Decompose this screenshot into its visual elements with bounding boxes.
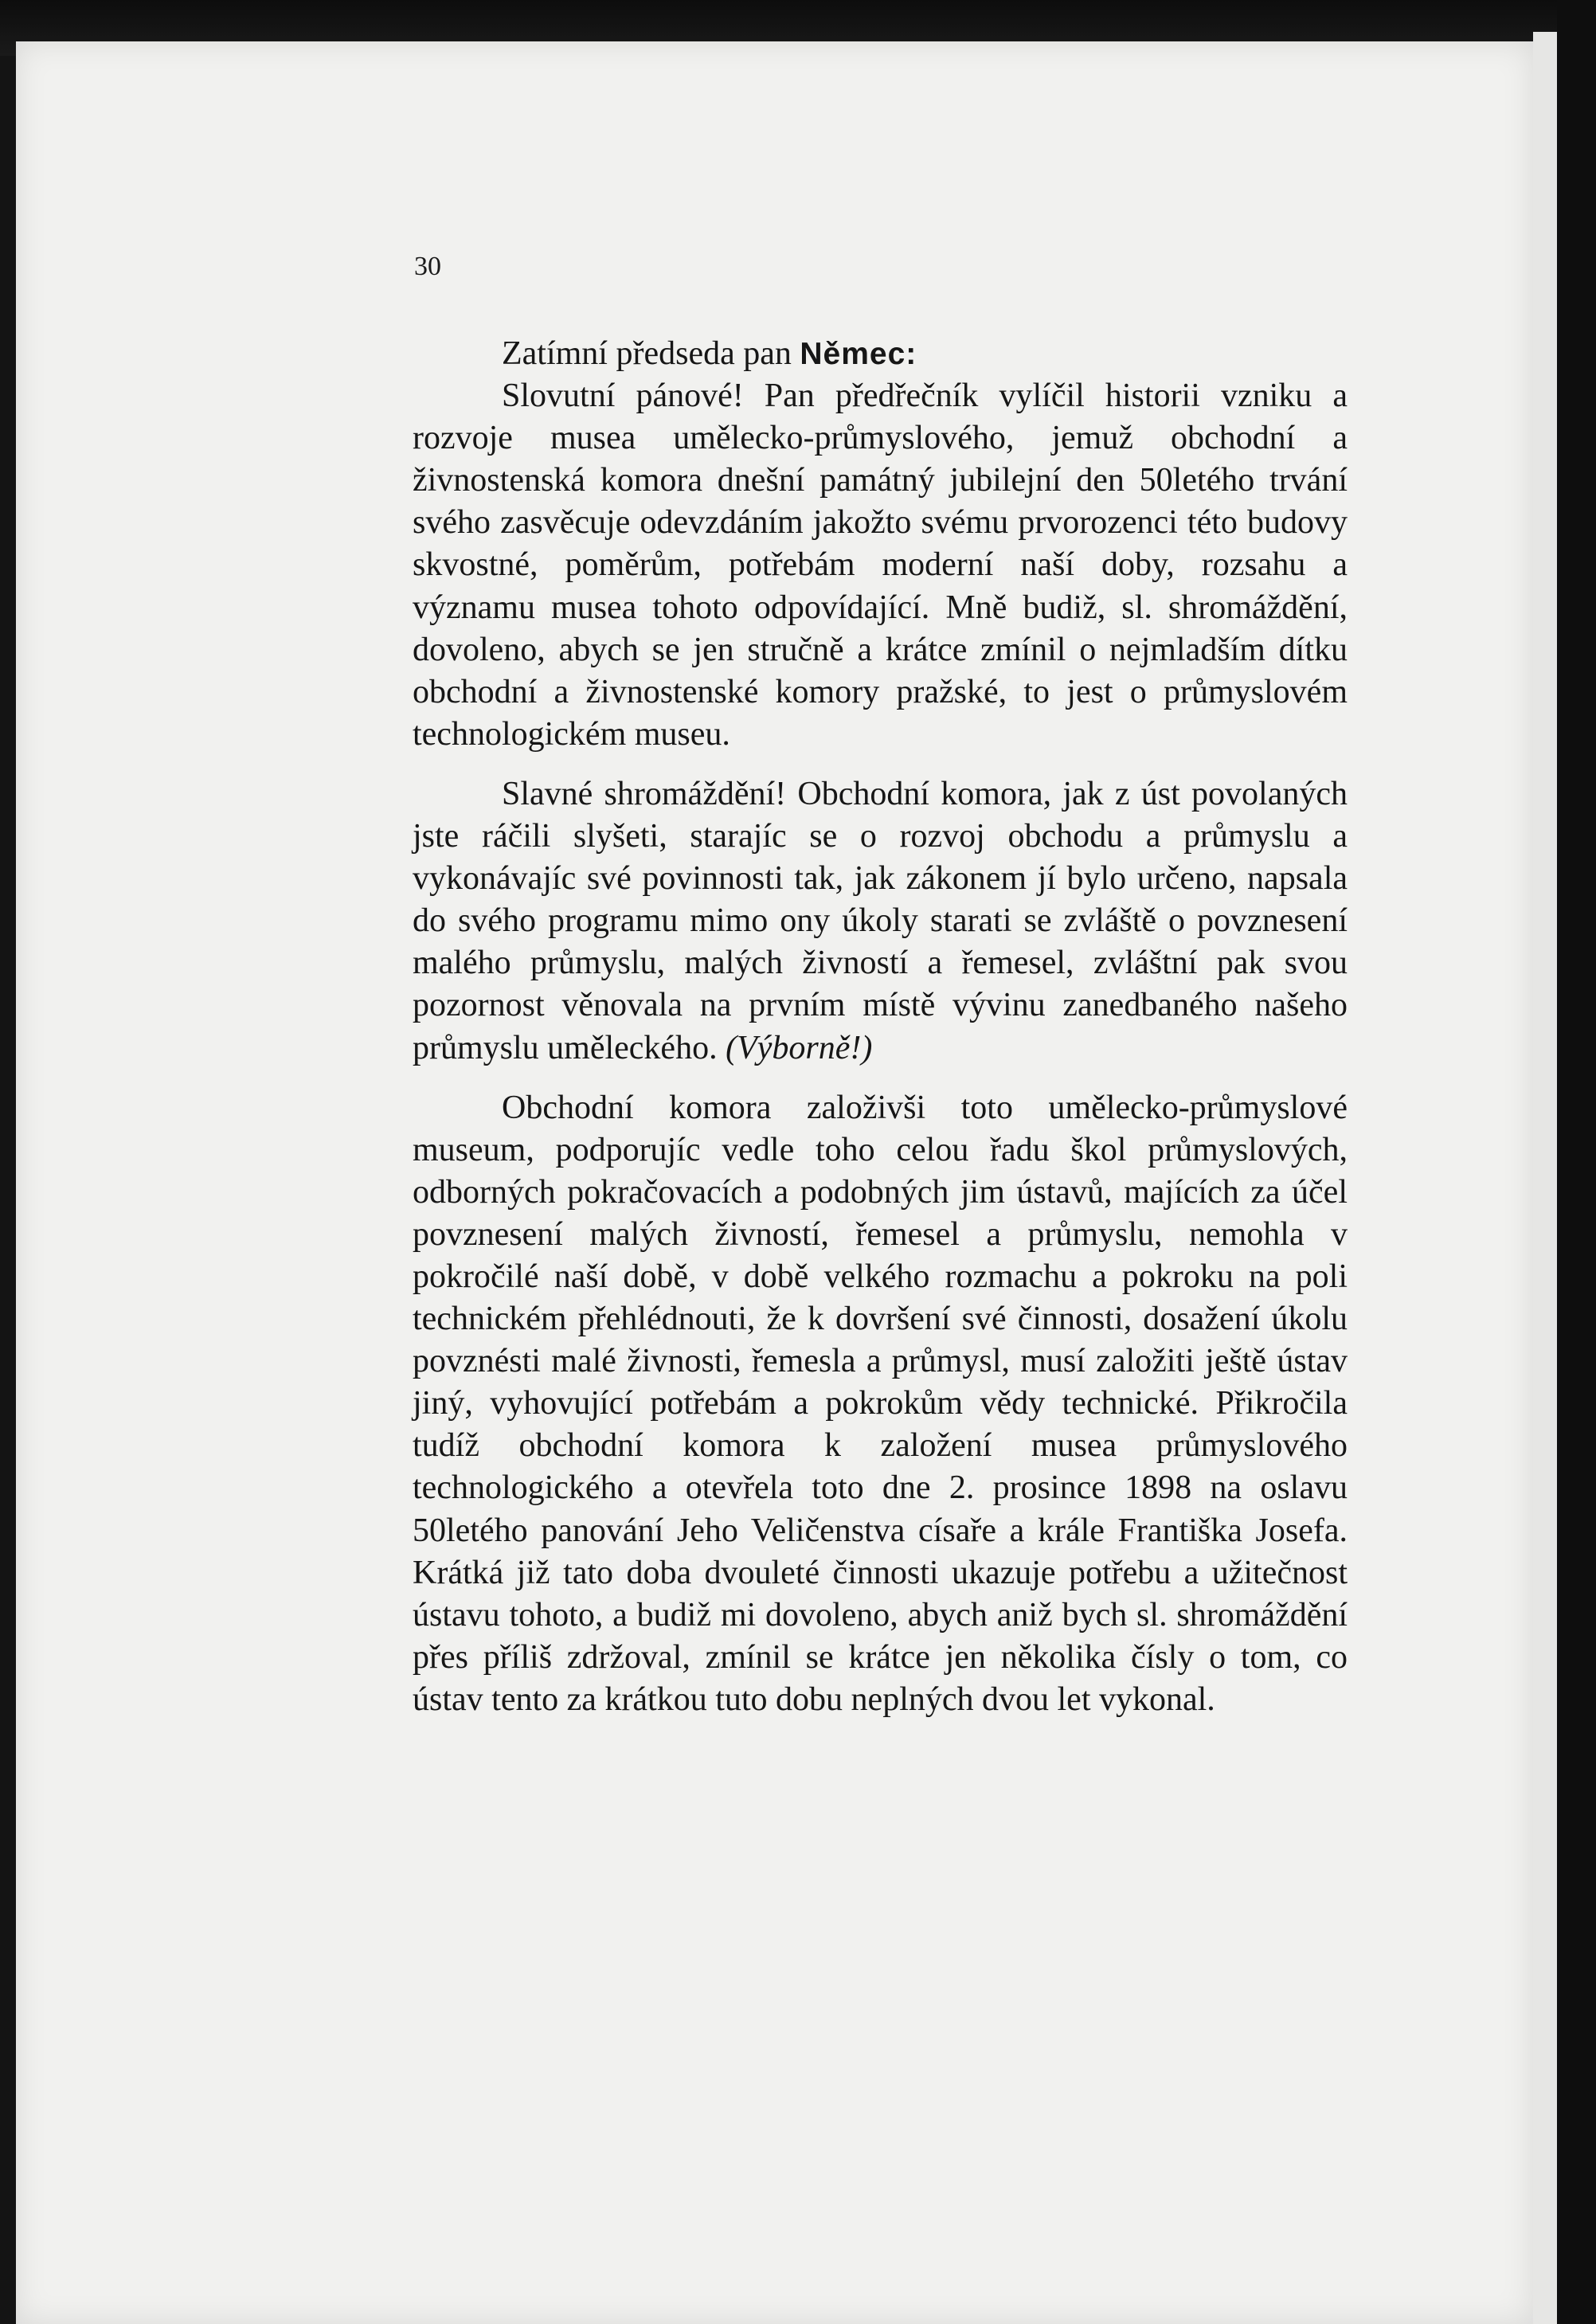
scan-border-right bbox=[1557, 0, 1596, 2324]
speaker-name: Němec: bbox=[800, 337, 917, 371]
speaker-heading bbox=[413, 333, 1348, 375]
paragraph-2-aside: (Výborně!) bbox=[726, 1029, 873, 1066]
paragraph-1-text: Slovutní pánové! Pan předřečník vylíčil historii vzniku a rozvoje musea umělecko-průmyslového, jemuž obchodní a živnostenská komora dnešní památný jubilejní den 50letého trvání svého zasvěcuje odevzdáním jakožto svému prvorozenci této budovy skvostné, poměrům, potřebám moderní naší doby, rozsahu a významu musea tohoto odpovídající. Mně budiž, sl. shromáždění, dovoleno, abych se jen stručně a krátce zmínil o nejmladším dítku obchodní a živnostenské komory pražské, to jest o průmyslovém technologickém museu. bbox=[413, 378, 1348, 753]
paragraph-2-text: Slavné shromáždění! Obchodní komora, jak z úst povolaných jste ráčili slyšeti, starajíc se o rozvoj obchodu a průmyslu a vykonávajíc své povinnosti tak, jak zákonem jí bylo určeno, napsala do svého programu mimo ony úkoly starati se zvláště o povznesení malého průmyslu, malých živností a řemesel, zvláštní pak svou pozornost věnovala na prvním místě vývinu zanedbaného našeho průmyslu uměleckého. bbox=[413, 775, 1348, 1066]
body-text bbox=[413, 333, 1348, 1721]
paragraph-2 bbox=[413, 773, 1348, 1070]
paragraph-1 bbox=[413, 375, 1348, 756]
speaker-role: Zatímní předseda pan bbox=[502, 335, 792, 372]
paragraph-3-text: Obchodní komora založivši toto umělecko-průmyslové museum, podporujíc vedle toho celou řadu škol průmyslových, odborných pokračovacích a podobných jim ústavů, majících za účel povznesení malých živností, řemesel a průmyslu, nemohla v pokročilé naší době, v době velkého rozmachu a pokroku na poli technickém přehlédnouti, že k dovršení své činnosti, dosažení úkolu povznésti malé živnosti, řemesla a průmysl, musí založiti ještě ústav jiný, vyhovující potřebám a pokrokům vědy technické. Přikročila tudíž obchodní komora k založení musea průmyslového technologického a otevřela toto dne 2. prosince 1898 na oslavu 50letého panování Jeho Veličenstva císaře a krále Františka Josefa. Krátká již tato doba dvouleté činnosti ukazuje potřebu a užitečnost ústavu tohoto, a budiž mi dovoleno, abych aniž bych sl. shromáždění přes příliš zdržoval, zmínil se krátce jen několika čísly o tom, co ústav tento za krátkou tuto dobu neplných dvou let vykonal. bbox=[413, 1089, 1348, 1718]
page-number: 30 bbox=[414, 252, 441, 281]
paragraph-3 bbox=[413, 1087, 1348, 1721]
page-edge bbox=[1533, 32, 1557, 2324]
